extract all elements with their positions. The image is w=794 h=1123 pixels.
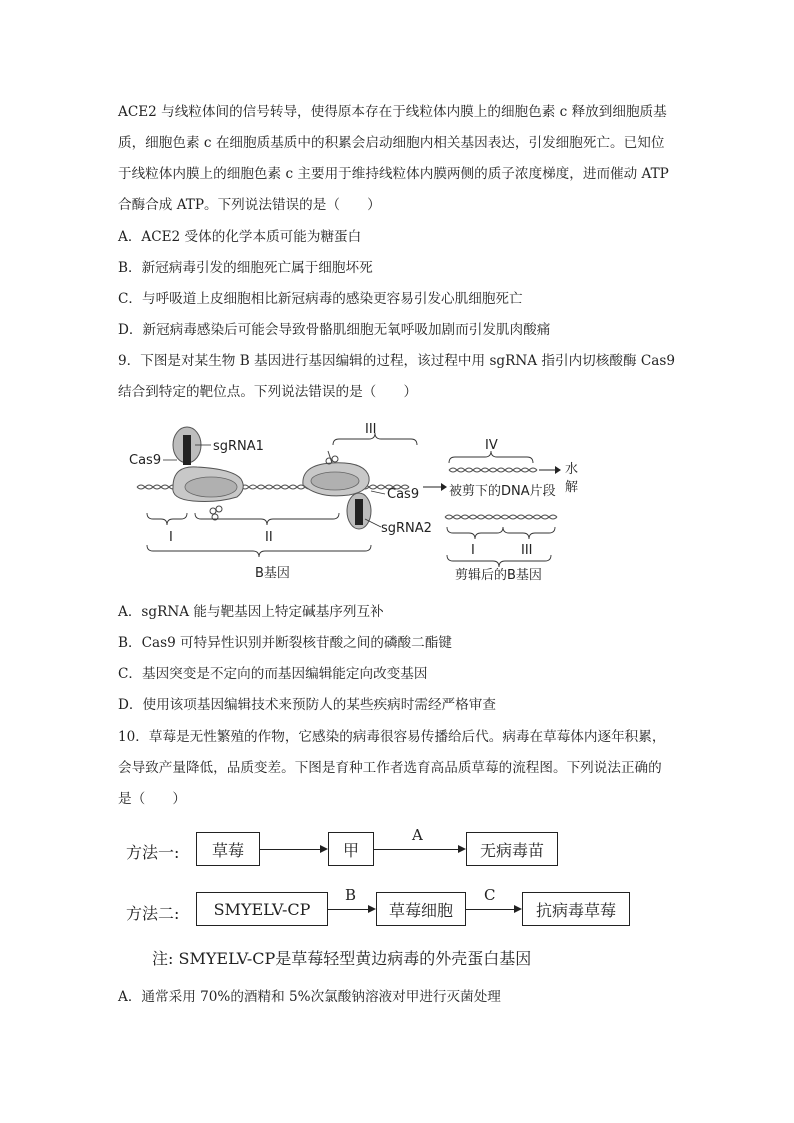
m2-arrow-b-label: B bbox=[345, 886, 357, 904]
label-iv: IV bbox=[485, 438, 498, 453]
paragraph-line: ACE2 与线粒体间的信号转导，使得原本存在于线粒体内膜上的细胞色素 c 释放到细胞质基 bbox=[118, 104, 667, 120]
cas9-left-label: Cas9 bbox=[129, 453, 162, 468]
label-i: I bbox=[169, 530, 173, 545]
q10-stem-line: 是（ ） bbox=[118, 791, 186, 807]
paragraph-line: 合酶合成 ATP。下列说法错误的是（ ） bbox=[118, 197, 381, 213]
cut-fragment-label: 被剪下的DNA片段 bbox=[449, 484, 556, 499]
flow-note: 注: SMYELV-CP是草莓轻型黄边病毒的外壳蛋白基因 bbox=[152, 949, 532, 968]
b-gene-label: B基因 bbox=[255, 566, 290, 581]
dna-fragment-cut bbox=[449, 468, 537, 472]
label-ii: II bbox=[265, 530, 273, 545]
label-iii-edit: III bbox=[521, 543, 533, 558]
cas9-complex-right bbox=[303, 451, 371, 529]
label-iii-top: III bbox=[365, 422, 377, 437]
m1-arrow-1 bbox=[260, 849, 326, 850]
m1-box-strawberry: 草莓 bbox=[196, 832, 260, 866]
sgrna1-label: sgRNA1 bbox=[213, 439, 264, 454]
m1-arrow-a-label: A bbox=[412, 826, 423, 844]
q8-option-c: C．与呼吸道上皮细胞相比新冠病毒的感染更容易引发心肌细胞死亡 bbox=[118, 291, 523, 307]
hydrolysis-label-1: 水 bbox=[565, 462, 579, 477]
q9-option-a: A．sgRNA 能与靶基因上特定碱基序列互补 bbox=[118, 604, 384, 620]
m2-box-cells: 草莓细胞 bbox=[376, 892, 466, 926]
q9-option-b: B．Cas9 可特异性识别并断裂核苷酸之间的磷酸二酯键 bbox=[118, 635, 452, 651]
dna-helix-edited bbox=[445, 515, 557, 519]
q9-stem-line: 9．下图是对某生物 B 基因进行基因编辑的过程，该过程中用 sgRNA 指引内切核酸酶 Cas9 bbox=[118, 353, 675, 369]
edited-gene-label: 剪辑后的B基因 bbox=[455, 568, 542, 583]
q9-option-c: C．基因突变是不定向的而基因编辑能定向改变基因 bbox=[118, 666, 428, 682]
cas9-right-label: Cas9 bbox=[387, 487, 420, 502]
m2-arrow-c bbox=[466, 909, 520, 910]
q10-stem-line: 10．草莓是无性繁殖的作物，它感染的病毒很容易传播给后代。病毒在草莓体内逐年积累， bbox=[118, 729, 666, 745]
label-i-edit: I bbox=[471, 543, 475, 558]
sgrna2-label: sgRNA2 bbox=[381, 521, 432, 536]
paragraph-line: 于线粒体内膜上的细胞色素 c 主要用于维持线粒体内膜两侧的质子浓度梯度，进而催动 ATP bbox=[118, 166, 669, 182]
q8-option-d: D．新冠病毒感染后可能会导致骨骼肌细胞无氧呼吸加剧而引发肌肉酸痛 bbox=[118, 322, 551, 338]
m2-arrow-c-label: C bbox=[484, 886, 496, 904]
m2-box-gene: SMYELV-CP bbox=[196, 892, 328, 926]
hydrolysis-label-2: 解 bbox=[565, 480, 579, 495]
q9-option-d: D．使用该项基因编辑技术来预防人的某些疾病时需经严格审查 bbox=[118, 697, 496, 713]
m2-arrow-b bbox=[328, 909, 374, 910]
q9-stem-line: 结合到特定的靶位点。下列说法错误的是（ ） bbox=[118, 384, 418, 400]
q10-stem-line: 会导致产量降低，品质变差。下图是育种工作者选育高品质草莓的流程图。下列说法正确的 bbox=[118, 760, 662, 776]
q8-option-a: A．ACE2 受体的化学本质可能为糖蛋白 bbox=[118, 229, 362, 245]
method1-label: 方法一: bbox=[126, 843, 180, 862]
gene-editing-figure bbox=[125, 415, 595, 585]
m1-box-jia: 甲 bbox=[328, 832, 374, 866]
q10-option-a: A．通常采用 70%的酒精和 5%次氯酸钠溶液对甲进行灭菌处理 bbox=[118, 989, 501, 1005]
m2-box-resistant: 抗病毒草莓 bbox=[522, 892, 630, 926]
m1-arrow-a bbox=[374, 849, 464, 850]
paragraph-line: 质，细胞色素 c 在细胞质基质中的积累会启动细胞内相关基因表达，引发细胞死亡。已知位 bbox=[118, 135, 665, 151]
q8-option-b: B．新冠病毒引发的细胞死亡属于细胞坏死 bbox=[118, 260, 373, 276]
method2-label: 方法二: bbox=[126, 904, 180, 923]
m1-box-virus-free: 无病毒苗 bbox=[466, 832, 558, 866]
